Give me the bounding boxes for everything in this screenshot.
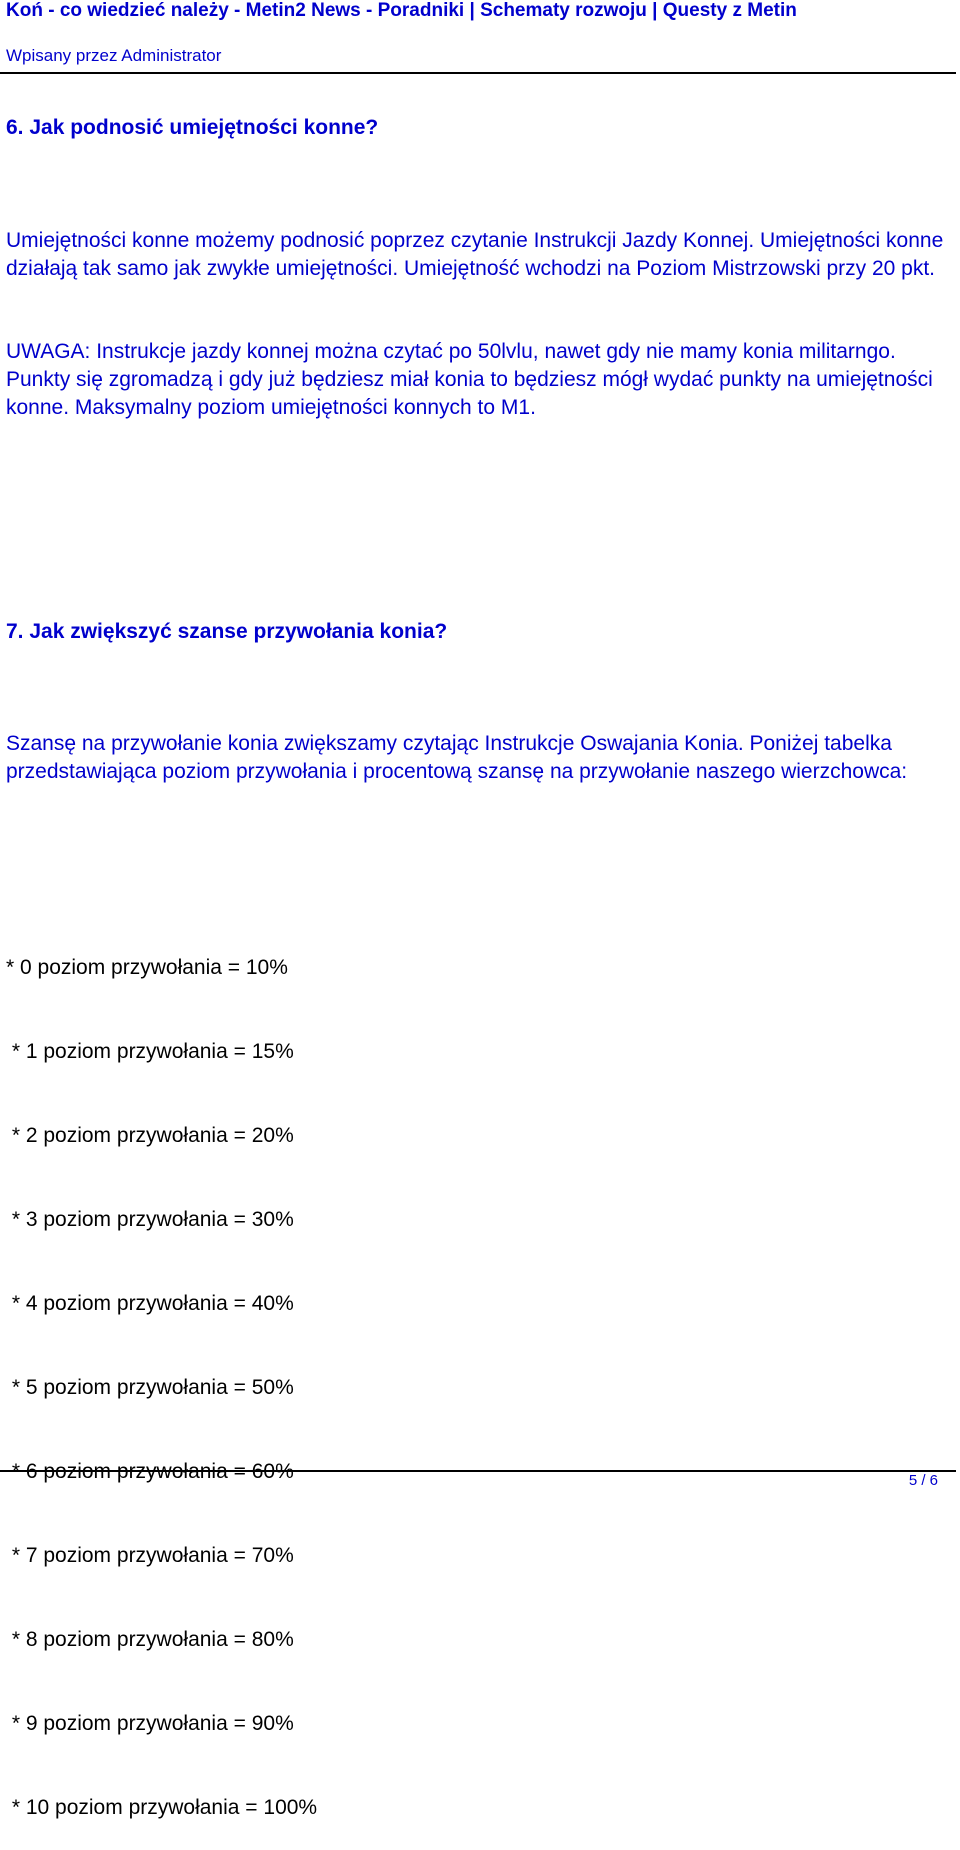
list-item: * 6 poziom przywołania = 60%	[6, 1460, 294, 1483]
list-item: * 3 poziom przywołania = 30%	[6, 1208, 294, 1231]
list-item: * 4 poziom przywołania = 40%	[6, 1292, 294, 1315]
author-byline[interactable]: Wpisany przez Administrator	[6, 46, 222, 65]
list-item: * 1 poziom przywołania = 15%	[6, 1040, 294, 1063]
paragraph-horse-skills: Umiejętności konne możemy podnosić poprzez czytanie Instrukcji Jazdy Konnej. Umiejętności konne działają tak samo jak zwykłe umiejętności. Umiejętność wchodzi na Poziom Mistrzowski przy 20 pkt.	[6, 229, 944, 280]
list-item: * 5 poziom przywołania = 50%	[6, 1376, 294, 1399]
list-item: * 2 poziom przywołania = 20%	[6, 1124, 294, 1147]
section-heading-6: 6. Jak podnosić umiejętności konne?	[6, 116, 379, 139]
paragraph-warning: UWAGA: Instrukcje jazdy konnej można czytać po 50lvlu, nawet gdy nie mamy konia militarngo. Punkty się zgromadzą i gdy już będziesz miał konia to będziesz mógł wydać punkty na umiejętności konne. Maksymalny poziom umiejętności konnych to M1.	[6, 340, 933, 419]
page-number: 5 / 6	[908, 1472, 938, 1489]
summon-rate-list	[6, 898, 317, 1850]
footer-divider	[0, 1470, 956, 1472]
list-item: * 10 poziom przywołania = 100%	[6, 1796, 318, 1819]
paragraph-summon-chance: Szansę na przywołanie konia zwiększamy czytając Instrukcje Oswajania Konia. Poniżej tabelka przedstawiająca poziom przywołania i procentową szansę na przywołanie naszego wierzchowca:	[6, 732, 908, 783]
list-item: * 8 poziom przywołania = 80%	[6, 1628, 294, 1651]
list-item: * 7 poziom przywołania = 70%	[6, 1544, 294, 1567]
document-title[interactable]: Koń - co wiedzieć należy - Metin2 News - Poradniki | Schematy rozwoju | Questy z Metin	[6, 0, 797, 21]
list-item: * 9 poziom przywołania = 90%	[6, 1712, 294, 1735]
section-heading-7: 7. Jak zwiększyć szanse przywołania konia?	[6, 620, 448, 643]
list-item: * 0 poziom przywołania = 10%	[6, 956, 288, 979]
header-divider	[0, 72, 956, 74]
